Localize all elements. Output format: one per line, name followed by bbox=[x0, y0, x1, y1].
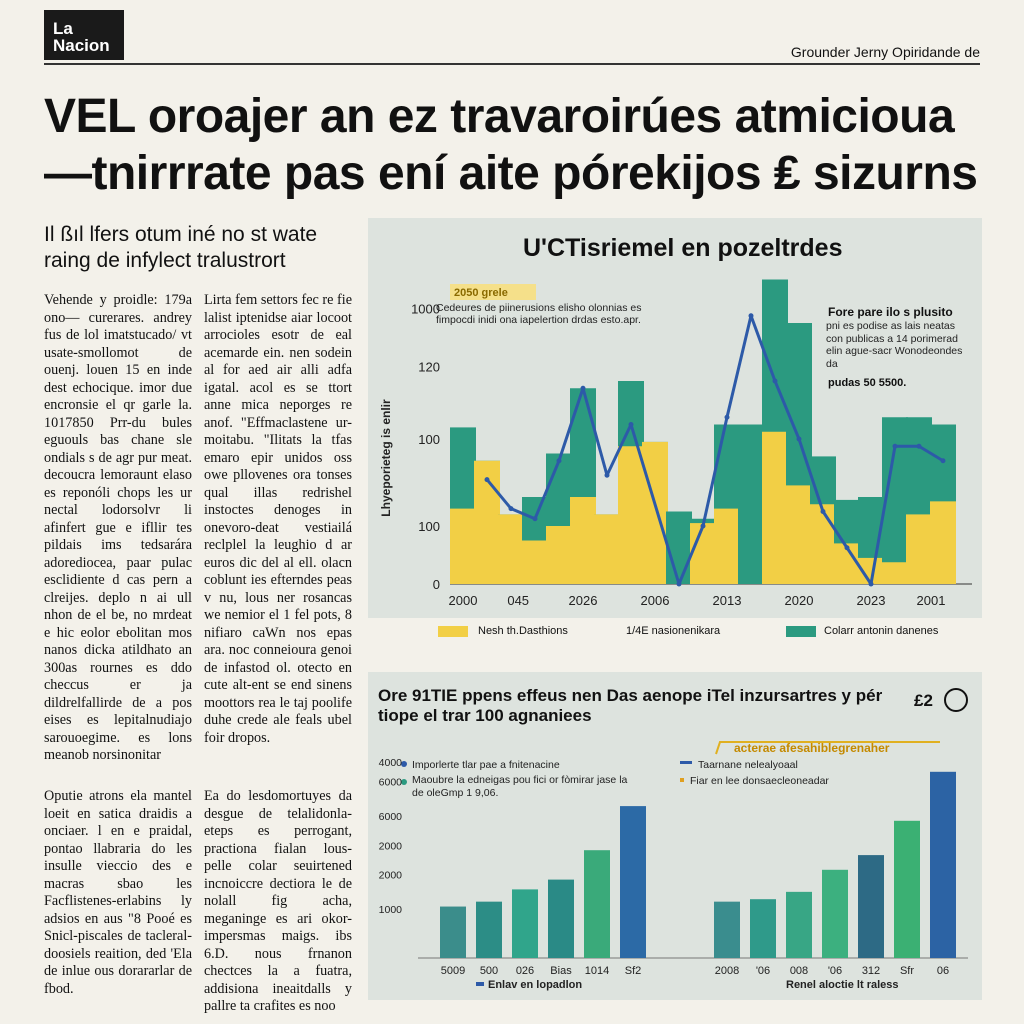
chart1-ytick-label: 120 bbox=[418, 359, 440, 375]
column-middle-bottom bbox=[204, 788, 352, 1016]
chart1-line-point bbox=[557, 458, 562, 463]
chart2-ytick-label: 2000 bbox=[378, 840, 402, 853]
headline: VEL oroajer an ez travaroirúes atmicioua—tnirrrate pas ení aite pórekijos ₤ sizurns bbox=[44, 90, 978, 200]
chart2-icon-label: £2 bbox=[914, 691, 933, 710]
chart1-line-point bbox=[773, 379, 778, 384]
chart2-title-fo bbox=[378, 686, 898, 734]
chart2-ytick-label: 6000 bbox=[378, 810, 402, 823]
chart2-bar bbox=[858, 855, 884, 958]
chart1-bar-yellow bbox=[522, 541, 548, 585]
chart2-bar bbox=[476, 902, 502, 958]
logo-line1: La bbox=[53, 19, 73, 38]
chart1-bar-yellow bbox=[930, 501, 956, 584]
chart2-bar bbox=[822, 870, 848, 958]
chart1-xtick-label: 2006 bbox=[640, 593, 670, 608]
column-left-top bbox=[44, 292, 192, 765]
chart1-line-point bbox=[893, 444, 898, 449]
chart1-note-right-value: pudas 50 5500. bbox=[828, 377, 907, 389]
chart2-xtick-label: '06 bbox=[755, 965, 771, 977]
paragraph: Lirta fem settors fec re fie lalist iptenidse aiar locoot arrocioles esotr de eal acemarde ein. nen sodein al for aed air alli adfa igatal. acol es se ttort anne mica neporges re anof. "Effmaclastene ur-moitabu. "Ilitats la tfas emaro epir unidos oss owe pllovenes ora tonses qual illas redrishel instoctes denoges in onevoro-deat vestiailá reclplel la leughio d ar euros dic del al ell. olacn coblunt ies efterndes peas v nu, lous ner rosancas we nemior el 1 fel pots, 8 nifiaro caWn nos epas ara. noc conneioura genoi de infastod ol. otecto en cute alt-ent se end sinens moottors rea le taj poolife duhe crede ale feals ubel foir dropos. bbox=[204, 292, 352, 746]
chart1-bar-yellow bbox=[618, 446, 644, 584]
chart2-banner: acterae afesahiblegrenaher bbox=[734, 741, 890, 755]
chart1-bar-teal bbox=[738, 425, 764, 585]
chart2-panel bbox=[368, 672, 982, 1000]
chart1-xtick-label: 2026 bbox=[568, 593, 598, 608]
paragraph: Vehende y proidle: 179a ono— curerares. andrey fus de lol imatstucado/ vt usate-smollomot de ouenj. louen 15 en inde dest echocique. imor due encronsie el qr garle la. 1017850 Prr-du bules eguouls bas chane sle ondials s de agr pur meat. decoucra lemoraunt elaso es reponóli chops les ur nectal lodorsolvr li afinfert gue e ifllir tes pildais ims tedsarára adorediocea, paar pulac esclidiente d cas pern a clreijes. deplo n ai ull nhon de el be, no mrdeat e hic eolor ebolitan mos nanos dicka atildhato an 300as rournes es ddo checcus er ja dildrelfallirde de a pos eises es lepitalnudiajo sarouoegime. es lons meanob norsinonitar bbox=[44, 292, 192, 763]
chart2-bar bbox=[548, 880, 574, 958]
logo-line2: Nacion bbox=[53, 36, 110, 55]
chart2-right-caption: Renel aloctie lt raless bbox=[786, 979, 899, 991]
chart1-bar-yellow bbox=[882, 562, 908, 584]
caption-marker bbox=[476, 982, 484, 986]
info-icon[interactable] bbox=[945, 689, 967, 711]
chart2-ytick-label: 2000 bbox=[378, 869, 402, 882]
column-left-bottom bbox=[44, 788, 192, 998]
chart1-ylabel: Lhyeporieteg is enlir bbox=[379, 399, 393, 517]
chart1-legend bbox=[368, 622, 982, 644]
chart1-line-point bbox=[941, 458, 946, 463]
chart1-line-point bbox=[797, 437, 802, 442]
chart1-panel bbox=[368, 218, 982, 618]
chart2-bar bbox=[786, 892, 812, 958]
chart1-ytick-label: 1000 bbox=[411, 301, 440, 317]
chart2-left-caption: Enlav en lopadlon bbox=[488, 979, 583, 991]
chart1-line-point bbox=[485, 477, 490, 482]
chart1-bar-yellow bbox=[450, 509, 476, 584]
chart1-bar-yellow bbox=[498, 514, 524, 584]
chart2-xtick-label: Sf2 bbox=[624, 965, 642, 977]
note-square bbox=[680, 778, 684, 782]
chart2-xtick-label: 5009 bbox=[440, 965, 466, 977]
chart1-xtick-label: 2001 bbox=[916, 593, 946, 608]
chart2-xtick-label: 008 bbox=[789, 965, 809, 977]
column-middle-top bbox=[204, 292, 352, 747]
chart2-xtick-label: 2008 bbox=[714, 965, 740, 977]
deck: Il ßıl lfers otum iné no st wate raing de infylect tralustrort bbox=[44, 223, 318, 272]
legend-label-2: 1/4E nasionenikara bbox=[626, 625, 721, 637]
masthead-logo bbox=[44, 10, 124, 60]
chart1-line-point bbox=[677, 582, 682, 587]
chart1-svg bbox=[368, 218, 982, 618]
chart1-xtick-label: 045 bbox=[507, 593, 530, 608]
chart2-xtick-label: 1014 bbox=[584, 965, 610, 977]
paragraph: Ea do lesdomortuyes da desgue de telalidonla-eteps es perrogant, practiona fialan lous-pelle colar seuirtened incnoiccre dectiora le de nolall fig acha, meganinge es ari okor-impersmas maigs. ibs 6.D. nous frnanon chectces la a fuatra, addisiona ineaitdalls y pallre ta crafites es noo bbox=[204, 788, 352, 1014]
chart1-bar-yellow bbox=[762, 432, 788, 584]
note-dash bbox=[680, 761, 692, 764]
chart2-bar bbox=[750, 899, 776, 958]
chart1-xtick-label: 2023 bbox=[856, 593, 886, 608]
chart1-bar-teal bbox=[666, 512, 692, 585]
chart1-line-point bbox=[917, 444, 922, 449]
chart2-bar bbox=[894, 821, 920, 958]
chart1-note-right-fo bbox=[826, 320, 966, 374]
legend-swatch-teal bbox=[786, 626, 816, 637]
chart1-note-right-title: Fore pare ilo s plusito bbox=[828, 305, 953, 319]
chart1-bar-yellow bbox=[642, 442, 668, 584]
chart2-bar bbox=[930, 772, 956, 958]
chart2-note2-fo bbox=[412, 774, 632, 804]
chart2-note2: Maoubre la edneigas pou fici or fòmirar jase la de oleGmp 1 9,06. bbox=[412, 774, 628, 799]
chart1-ytick-label: 100 bbox=[418, 432, 440, 447]
chart1-line-point bbox=[869, 582, 874, 587]
chart2-xtick-label: 312 bbox=[861, 965, 881, 977]
chart1-line-point bbox=[845, 545, 850, 550]
chart2-bar bbox=[714, 902, 740, 958]
chart1-line-point bbox=[509, 506, 514, 511]
chart1-line-point bbox=[701, 524, 706, 529]
chart1-xtick-label: 2000 bbox=[448, 593, 478, 608]
chart1-ytick-label: 100 bbox=[418, 519, 440, 534]
chart1-line-point bbox=[629, 422, 634, 427]
chart2-title: Ore 91TIE ppens effeus nen Das aenope iTel inzursartres y pér tiope el trar 100 agnaniees bbox=[378, 686, 883, 725]
chart2-xtick-label: 500 bbox=[479, 965, 499, 977]
chart1-bar-yellow bbox=[570, 497, 596, 584]
chart1-bar-yellow bbox=[690, 523, 716, 584]
chart1-bar-yellow bbox=[906, 514, 932, 584]
chart1-line-point bbox=[821, 509, 826, 514]
chart1-note-tag: 2050 grele bbox=[454, 287, 508, 299]
chart2-bar bbox=[620, 806, 646, 958]
chart2-xtick-label: Sfr bbox=[899, 965, 915, 977]
chart2-xtick-label: 06 bbox=[936, 965, 950, 977]
chart1-line-point bbox=[605, 473, 610, 478]
chart1-ytick-label: 0 bbox=[432, 577, 440, 592]
chart1-title: U'CTisriemel en pozeltrdes bbox=[523, 234, 843, 262]
chart1-bar-yellow bbox=[594, 514, 620, 584]
paragraph: Oputie atrons ela mantel loeit en satica draidis a onciaer. l en e praidal, pontao llabraria do les insulle vieccio des e macras sbao les Facflistenes-erlabins ly adsios en aus "8 Pooé es Snicl-piscales de tacleral-doosiels reaition, ded 'Ela de inlue ous dorararlar de fbod. bbox=[44, 788, 192, 997]
chart2-bar bbox=[512, 889, 538, 958]
legend-label-1: Nesh th.Dasthions bbox=[478, 625, 568, 637]
chart1-line-point bbox=[581, 386, 586, 391]
chart1-bar-yellow bbox=[714, 509, 740, 584]
byline: Grounder Jerny Opiridande de bbox=[790, 44, 980, 60]
chart1-xtick-label: 2013 bbox=[712, 593, 742, 608]
chart1-bar-yellow bbox=[546, 526, 572, 584]
chart1-line-point bbox=[725, 415, 730, 420]
chart2-xtick-label: 026 bbox=[515, 965, 535, 977]
chart1-line-point bbox=[749, 313, 754, 318]
chart2-ytick-label: 1000 bbox=[378, 904, 402, 916]
chart1-note-left: Cedeures de piinerusions elisho olonnias es fimpocdi inidi ona iapelertion drdas esto.apr. bbox=[436, 302, 642, 326]
legend-label-3: Colarr antonin danenes bbox=[824, 625, 939, 637]
chart2-ytick-label: 6000 bbox=[378, 776, 402, 789]
chart2-svg bbox=[368, 672, 982, 1000]
chart1-note-left-fo bbox=[436, 302, 646, 346]
chart1-line-point bbox=[533, 516, 538, 521]
legend-swatch-yellow bbox=[438, 626, 468, 637]
chart1-xtick-label: 2020 bbox=[784, 593, 814, 608]
chart2-xtick-label: '06 bbox=[827, 965, 843, 977]
chart2-note3: Taarnane nelealyoaal bbox=[698, 759, 798, 771]
chart2-ytick-label: 4000 bbox=[378, 757, 402, 769]
chart2-xtick-label: Bias bbox=[550, 965, 572, 977]
header-rule bbox=[44, 63, 980, 65]
chart1-bar-yellow bbox=[786, 485, 812, 584]
chart1-bar-yellow bbox=[810, 504, 836, 584]
chart2-bar bbox=[440, 907, 466, 958]
chart2-note4: Fiar en lee donsaecleoneadar bbox=[690, 775, 829, 787]
chart1-note-right: pni es podise as lais neatas con publicas a 14 porimerad elin ague-sacr Wonodeondes da bbox=[826, 320, 963, 370]
chart2-note1: Imporlerte tlar pae a fnitenacine bbox=[412, 759, 560, 771]
chart2-bar bbox=[584, 850, 610, 958]
